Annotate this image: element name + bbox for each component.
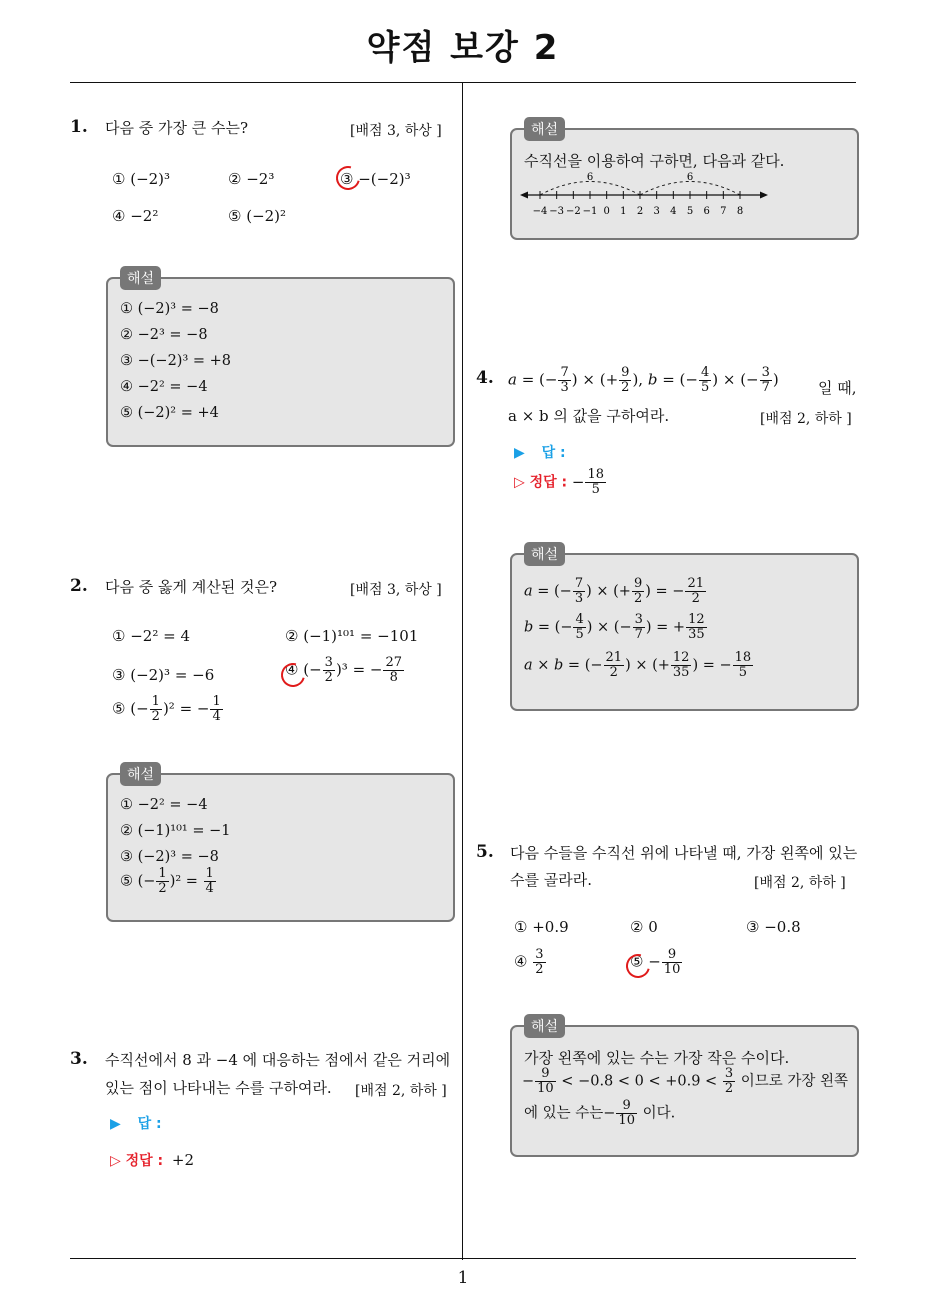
question-text: a × b 의 값을 구하여라. [508,407,670,425]
option-4[interactable]: ④ (− $\frac{3}{2}$ )³ = − $\frac{27}{8}$ [285,655,403,685]
number-line-tick-label: 8 [736,206,744,217]
number-line-tick-label: 4 [670,206,677,217]
correct-answer-row [110,1150,194,1170]
option-5[interactable]: ⑤ − $\frac{9}{10}$ [630,947,681,977]
page-title: 약점 보강 2 [366,28,560,68]
column-divider [462,82,463,1260]
header-rule [70,82,856,83]
number-line-tick-label: −1 [582,206,598,217]
play-icon: ▶ [514,445,525,461]
number-line-tick-label: 3 [653,206,660,217]
explanation-line: ③ −(−2)³ = +8 [120,353,232,369]
option-5[interactable]: ⑤ (−2)² [228,207,287,225]
question-text: 수직선에서 8 과 −4 에 대응하는 점에서 같은 거리에 [105,1051,451,1069]
question-text: 다음 중 옳게 계산된 것은? [105,578,278,596]
question-text: 다음 중 가장 큰 수는? [105,119,249,137]
number-line-tick-label: −3 [549,206,565,217]
number-line [520,170,770,220]
question-expression: a = (− $\frac{7}{3}$ ) × (+ $\frac{9}{2}$ ), b = (− $\frac{4}{5}$ ) × (− $\frac{3}{7}$ ) [508,365,779,395]
explanation-line: 수직선을 이용하여 구하면, 다음과 같다. [524,152,785,170]
option-4[interactable]: ④ $\frac{3}{2}$ [514,947,544,977]
explanation-line: a = (− $\frac{7}{3}$ ) × (+ $\frac{9}{2}$ ) = − $\frac{21}{2}$ [524,576,704,606]
number-line-tick-label: 1 [620,206,627,217]
explanation-line: ③ (−2)³ = −8 [120,849,219,865]
number-line-tick-label: 6 [703,206,710,217]
explanation-box [510,1025,859,1157]
question-meta: [배점 3, 하상 ] [350,123,442,139]
triangle-outline-icon: ▷ [110,1153,121,1169]
explanation-line: a × b = (− $\frac{21}{2}$ ) × (+ $\frac{12}{35}$ ) = − $\frac{18}{5}$ [524,650,752,680]
question-number: 3. [70,1049,88,1069]
correct-answer-value: +2 [171,1151,194,1169]
option-2[interactable]: ② 0 [630,918,658,936]
option-1[interactable]: ① −2² = 4 [112,627,190,645]
explanation-line: 에 있는 수는− $\frac{9}{10}$ 이다. [524,1098,676,1128]
question-meta: [배점 2, 하하 ] [760,411,852,427]
explanation-tag: 해설 [120,266,161,290]
option-3[interactable]: ③ −0.8 [746,918,801,936]
answer-row [110,1113,162,1133]
explanation-line: ① (−2)³ = −8 [120,301,219,317]
explanation-tag: 해설 [524,542,565,566]
question-number: 1. [70,117,88,137]
question-number: 4. [476,368,494,388]
option-3[interactable]: ③ (−2)³ = −6 [112,666,215,684]
explanation-box [510,553,859,711]
answer-label: 답 : [137,1116,162,1132]
number-line-tick-label: 5 [686,206,694,217]
number-line-tick-label: 2 [636,206,644,217]
explanation-line: b = (− $\frac{4}{5}$ ) × (− $\frac{3}{7}$ ) = + $\frac{12}{35}$ [524,612,705,642]
distance-label: 6 [586,172,594,183]
number-line-tick-label: −2 [565,206,581,217]
footer-rule [70,1258,856,1259]
number-line-tick-label: −4 [532,206,548,217]
correct-answer-value: − $\frac{18}{5}$ [571,467,604,497]
option-2[interactable]: ② −2³ [228,170,275,188]
explanation-box [106,773,455,922]
correct-answer-row [514,468,607,497]
correct-answer-label: 정답 : [529,474,568,491]
option-3[interactable]: ③ −(−2)³ [340,170,411,188]
question-text: 다음 수들을 수직선 위에 나타낼 때, 가장 왼쪽에 있는 [510,844,858,862]
triangle-outline-icon: ▷ [514,474,525,491]
number-line-tick-label: 7 [720,206,727,217]
explanation-tag: 해설 [524,1014,565,1038]
correct-answer-label: 정답 : [125,1153,164,1169]
question-text: 수를 골라라. [510,871,592,889]
question-text: 있는 점이 나타내는 수를 구하여라. [105,1079,332,1097]
explanation-line: 가장 왼쪽에 있는 수는 가장 작은 수이다. [524,1049,790,1067]
explanation-line: ② (−1)¹⁰¹ = −1 [120,823,231,839]
explanation-box [510,128,859,240]
distance-label: 6 [686,172,694,183]
explanation-tag: 해설 [524,117,565,141]
question-number: 2. [70,576,88,596]
option-1[interactable]: ① (−2)³ [112,170,171,188]
answer-mark-icon [332,162,365,195]
question-meta: [배점 2, 하하 ] [754,875,846,891]
option-4[interactable]: ④ −2² [112,207,159,225]
explanation-line: ④ −2² = −4 [120,379,208,395]
explanation-box [106,277,455,447]
option-2[interactable]: ② (−1)¹⁰¹ = −101 [285,627,419,645]
question-number: 5. [476,842,494,862]
explanation-line: ⑤ (−2)² = +4 [120,405,219,421]
answer-label: 답 : [541,445,566,461]
option-5[interactable]: ⑤ (− $\frac{1}{2}$ )² = − $\frac{1}{4}$ [112,694,221,724]
explanation-line: − $\frac{9}{10}$ < −0.8 < 0 < +0.9 < $\frac{3}{2}$ 이므로 가장 왼쪽 [522,1066,848,1096]
explanation-line: ② −2³ = −8 [120,327,208,343]
question-meta: [배점 2, 하하 ] [355,1083,447,1099]
question-meta: [배점 3, 하상 ] [350,582,442,598]
number-line-tick-label: 0 [603,206,610,217]
play-icon: ▶ [110,1116,121,1132]
explanation-tag: 해설 [120,762,161,786]
answer-row [514,442,566,462]
page-number: 1 [457,1268,469,1288]
option-1[interactable]: ① +0.9 [514,918,569,936]
explanation-line: ⑤ (− $\frac{1}{2}$ )² = $\frac{1}{4}$ [120,866,214,896]
question-text: 일 때, [818,379,857,397]
explanation-line: ① −2² = −4 [120,797,208,813]
